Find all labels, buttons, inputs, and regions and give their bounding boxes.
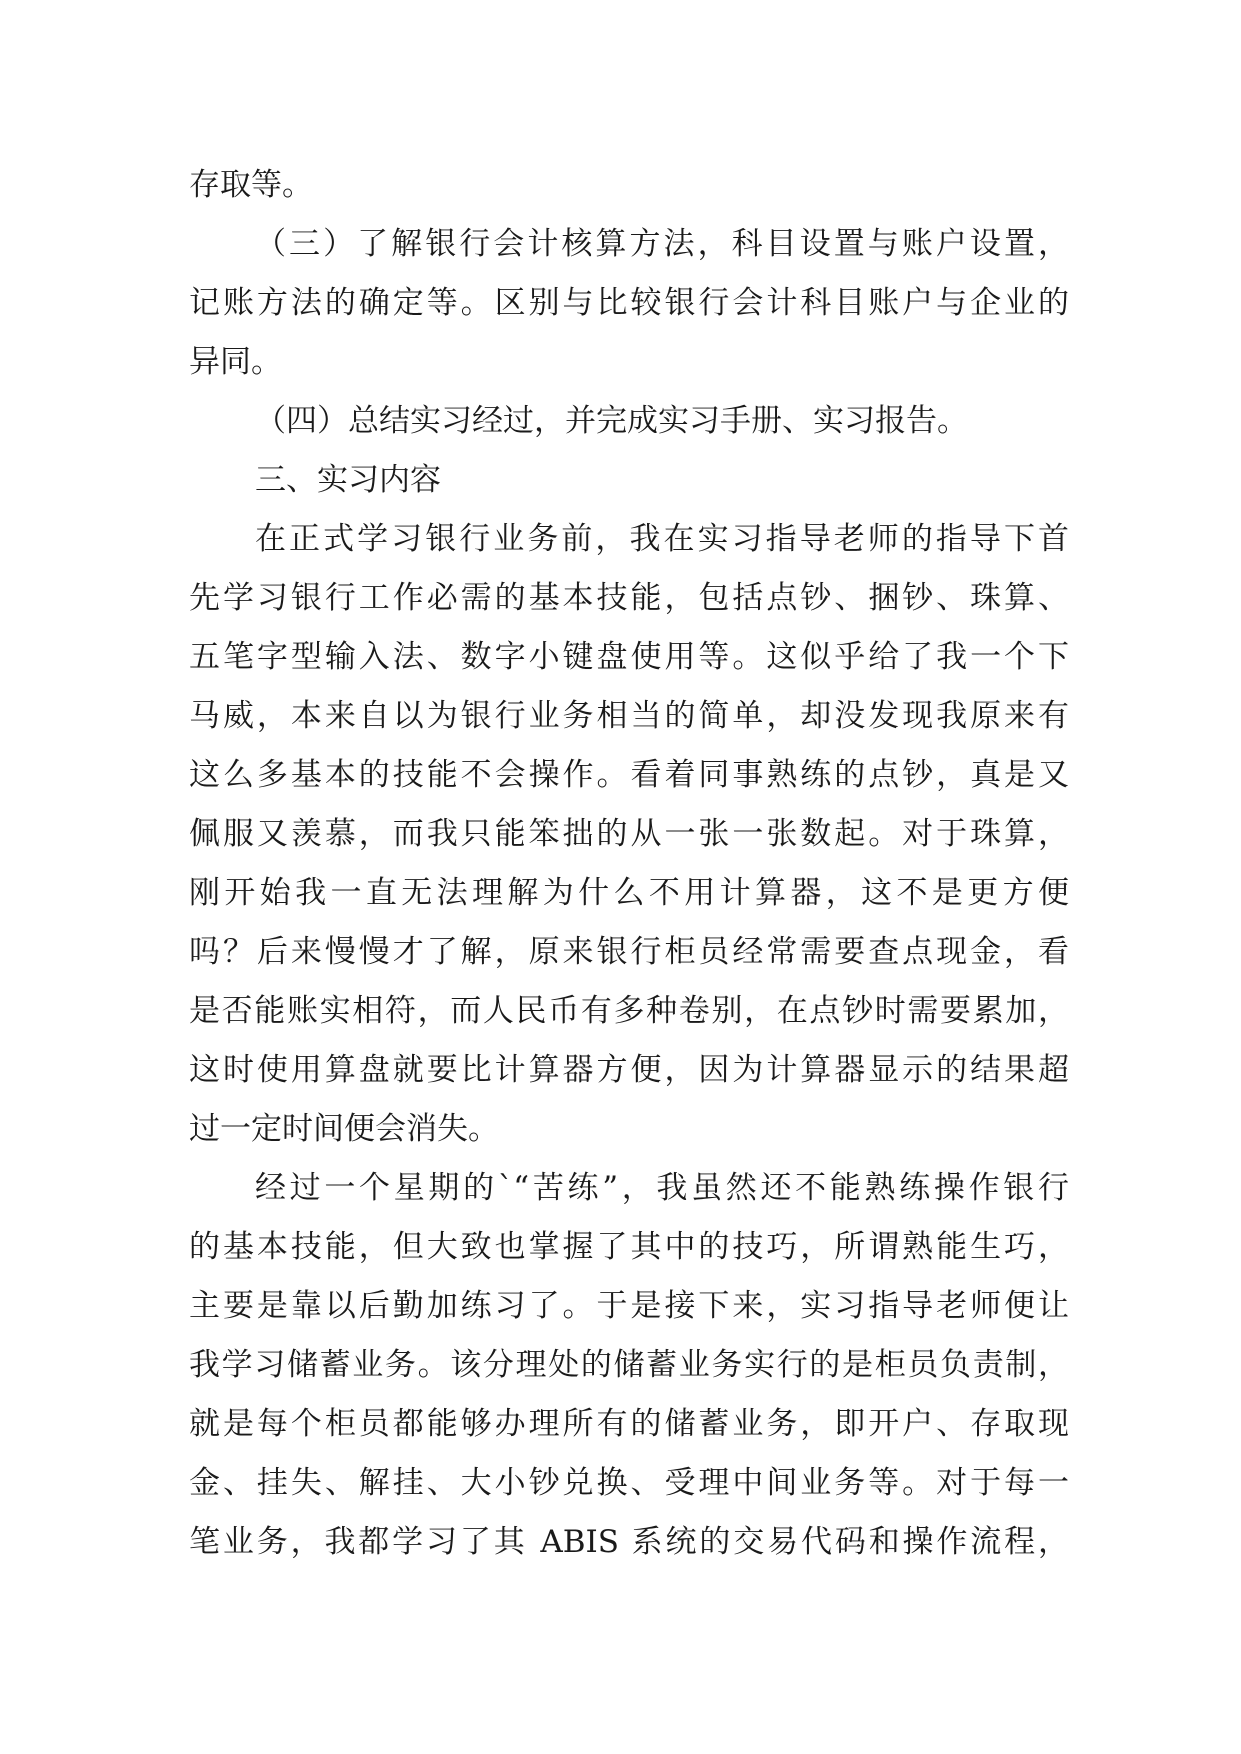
section-heading: 三、实习内容: [255, 462, 441, 498]
paragraph-line: （四）总结实习经过，并完成实习手册、实习报告。: [255, 403, 968, 439]
paragraph-line: 的基本技能，但大致也掌握了其中的技巧，所谓熟能生巧，: [189, 1229, 1069, 1265]
paragraph-line: 过一定时间便会消失。: [189, 1111, 499, 1147]
paragraph-line: 佩服又羡慕，而我只能笨拙的从一张一张数起。对于珠算，: [189, 816, 1069, 852]
paragraph-line: 吗？后来慢慢才了解，原来银行柜员经常需要查点现金，看: [189, 934, 1069, 970]
paragraph-line: 笔业务，我都学习了其 ABIS 系统的交易代码和操作流程，: [189, 1524, 1069, 1560]
paragraph-line: （三）了解银行会计核算方法，科目设置与账户设置，: [255, 226, 1069, 262]
paragraph-line: 金、挂失、解挂、大小钞兑换、受理中间业务等。对于每一: [189, 1465, 1069, 1501]
paragraph-line: 是否能账实相符，而人民币有多种卷别，在点钞时需要累加，: [189, 993, 1069, 1029]
paragraph-line: 我学习储蓄业务。该分理处的储蓄业务实行的是柜员负责制，: [189, 1347, 1069, 1383]
paragraph-line: 在正式学习银行业务前，我在实习指导老师的指导下首: [255, 521, 1069, 557]
paragraph-line: 主要是靠以后勤加练习了。于是接下来，实习指导老师便让: [189, 1288, 1069, 1324]
paragraph-line: 马威，本来自以为银行业务相当的简单，却没发现我原来有: [189, 698, 1069, 734]
paragraph-line: 这么多基本的技能不会操作。看着同事熟练的点钞，真是又: [189, 757, 1069, 793]
paragraph-line: 这时使用算盘就要比计算器方便，因为计算器显示的结果超: [189, 1052, 1069, 1088]
paragraph-line: 刚开始我一直无法理解为什么不用计算器，这不是更方便: [189, 875, 1069, 911]
paragraph-line: 存取等。: [189, 167, 313, 203]
document-body: [189, 156, 1069, 1572]
paragraph-line: 记账方法的确定等。区别与比较银行会计科目账户与企业的: [189, 285, 1069, 321]
paragraph-line: 就是每个柜员都能够办理所有的储蓄业务，即开户、存取现: [189, 1406, 1069, 1442]
paragraph-line: 先学习银行工作必需的基本技能，包括点钞、捆钞、珠算、: [189, 580, 1069, 616]
paragraph-line: 异同。: [189, 344, 282, 380]
paragraph-line: 经过一个星期的`“苦练”，我虽然还不能熟练操作银行: [255, 1170, 1069, 1206]
paragraph-line: 五笔字型输入法、数字小键盘使用等。这似乎给了我一个下: [189, 639, 1069, 675]
